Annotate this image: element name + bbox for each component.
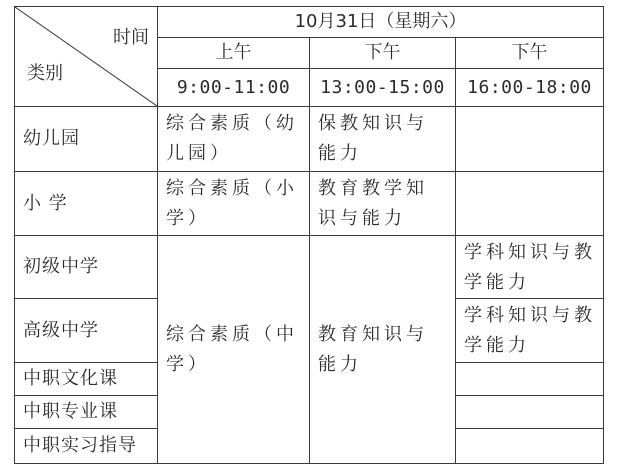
vocational-practice-subject-3-empty bbox=[456, 429, 604, 464]
session-2-period: 下午 bbox=[310, 38, 456, 69]
kindergarten-subject-1: 综合素质（幼儿园） bbox=[158, 107, 310, 172]
secondary-subject-1: 综合素质（中学） bbox=[158, 236, 310, 464]
junior-subject-3: 学科知识与教学能力 bbox=[456, 236, 604, 299]
row-junior bbox=[15, 236, 604, 299]
header-row-date bbox=[15, 7, 604, 38]
time-header-label: 时间 bbox=[113, 27, 149, 48]
category-header-label: 类别 bbox=[27, 63, 63, 84]
category-senior: 高级中学 bbox=[15, 299, 158, 363]
category-junior: 初级中学 bbox=[15, 236, 158, 299]
category-vocational-major: 中职专业课 bbox=[15, 396, 158, 429]
secondary-subject-2: 教育知识与能力 bbox=[310, 236, 456, 464]
header-corner-cell bbox=[15, 7, 158, 107]
row-kindergarten bbox=[15, 107, 604, 172]
primary-subject-2: 教育教学知识与能力 bbox=[310, 172, 456, 236]
session-3-period: 下午 bbox=[456, 38, 604, 69]
category-vocational-practice: 中职实习指导 bbox=[15, 429, 158, 464]
category-vocational-culture: 中职文化课 bbox=[15, 363, 158, 396]
vocational-culture-subject-3-empty bbox=[456, 363, 604, 396]
session-1-time: 9:00-11:00 bbox=[158, 69, 310, 107]
session-2-time: 13:00-15:00 bbox=[310, 69, 456, 107]
session-3-time: 16:00-18:00 bbox=[456, 69, 604, 107]
exam-schedule-table bbox=[14, 6, 604, 464]
primary-subject-1: 综合素质（小学） bbox=[158, 172, 310, 236]
session-1-period: 上午 bbox=[158, 38, 310, 69]
vocational-major-subject-3-empty bbox=[456, 396, 604, 429]
senior-subject-3: 学科知识与教学能力 bbox=[456, 299, 604, 363]
kindergarten-subject-3-empty bbox=[456, 107, 604, 172]
diagonal-divider bbox=[15, 7, 157, 106]
exam-date: 10月31日（星期六） bbox=[158, 7, 604, 38]
category-kindergarten: 幼儿园 bbox=[15, 107, 158, 172]
kindergarten-subject-2: 保教知识与能力 bbox=[310, 107, 456, 172]
row-primary bbox=[15, 172, 604, 236]
category-primary: 小 学 bbox=[15, 172, 158, 236]
primary-subject-3-empty bbox=[456, 172, 604, 236]
